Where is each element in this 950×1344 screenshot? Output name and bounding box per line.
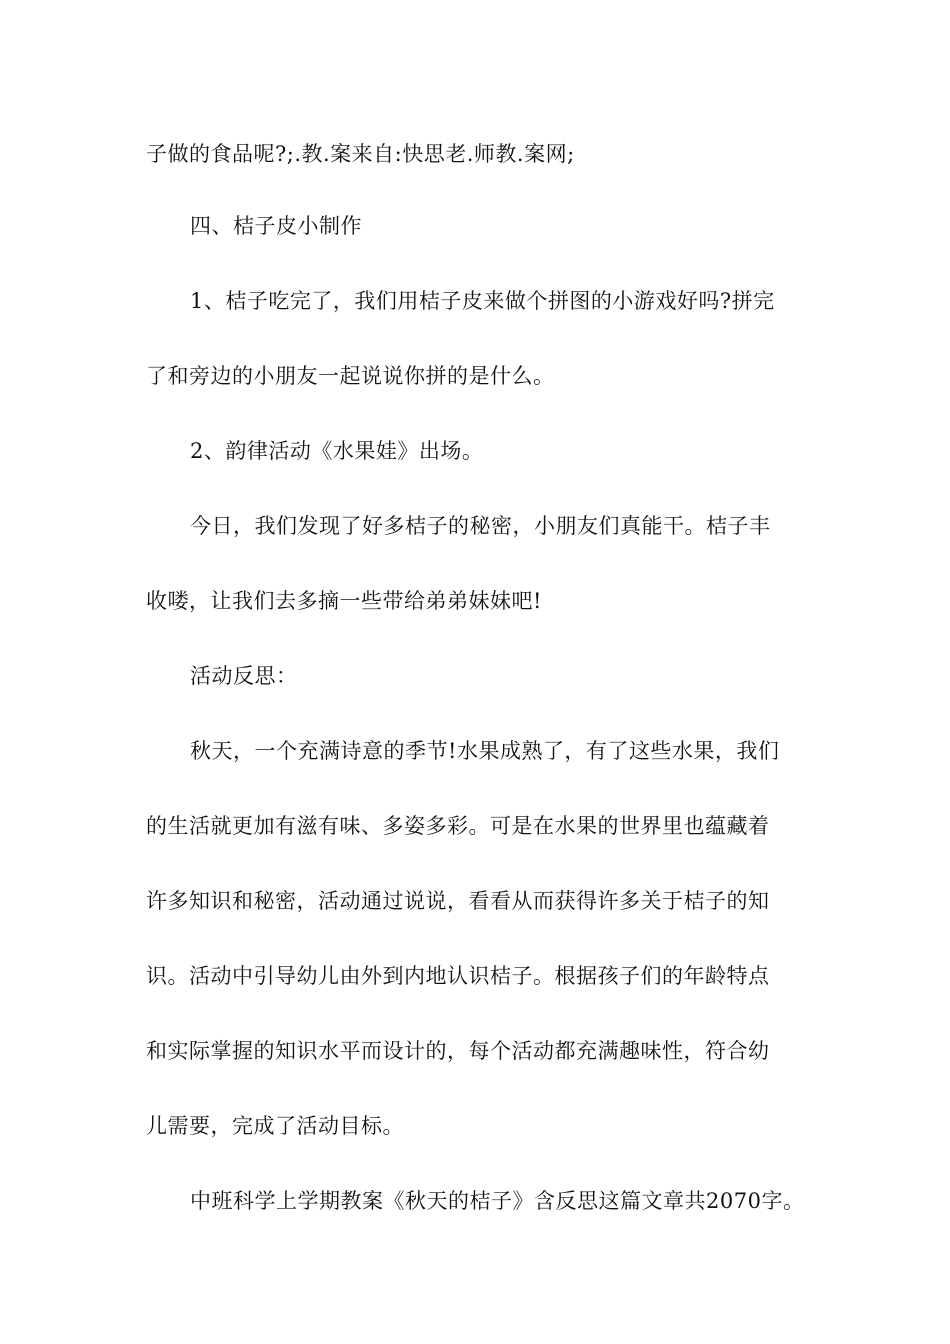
text-line: 秋天，一个充满诗意的季节!水果成熟了，有了这些水果，我们 — [190, 739, 780, 763]
text-line: 今日，我们发现了好多桔子的秘密，小朋友们真能干。桔子丰 — [190, 514, 771, 538]
section-heading: 活动反思： — [190, 664, 298, 688]
text-line: 子做的食品呢?;.教.案来自:快思老.师教.案网; — [146, 142, 575, 166]
article-footer-note: 中班科学上学期教案《秋天的桔子》含反思这篇文章共2070字。 — [190, 1189, 805, 1213]
text-line: 收喽，让我们去多摘一些带给弟弟妹妹吧! — [146, 589, 542, 613]
text-line: 儿需要，完成了活动目标。 — [146, 1114, 404, 1138]
text-line: 的生活就更加有滋有味、多姿多彩。可是在水果的世界里也蕴藏着 — [146, 814, 770, 838]
text-line: 2、韵律活动《水果娃》出场。 — [190, 439, 484, 463]
text-line: 了和旁边的小朋友一起说说你拼的是什么。 — [146, 364, 555, 388]
text-line: 识。活动中引导幼儿由外到内地认识桔子。根据孩子们的年龄特点 — [146, 964, 770, 988]
text-line: 1、桔子吃完了，我们用桔子皮来做个拼图的小游戏好吗?拼完 — [190, 289, 775, 313]
text-line: 和实际掌握的知识水平而设计的，每个活动都充满趣味性，符合幼 — [146, 1039, 770, 1063]
section-heading: 四、桔子皮小制作 — [190, 214, 362, 238]
text-line: 许多知识和秘密，活动通过说说，看看从而获得许多关于桔子的知 — [146, 889, 770, 913]
